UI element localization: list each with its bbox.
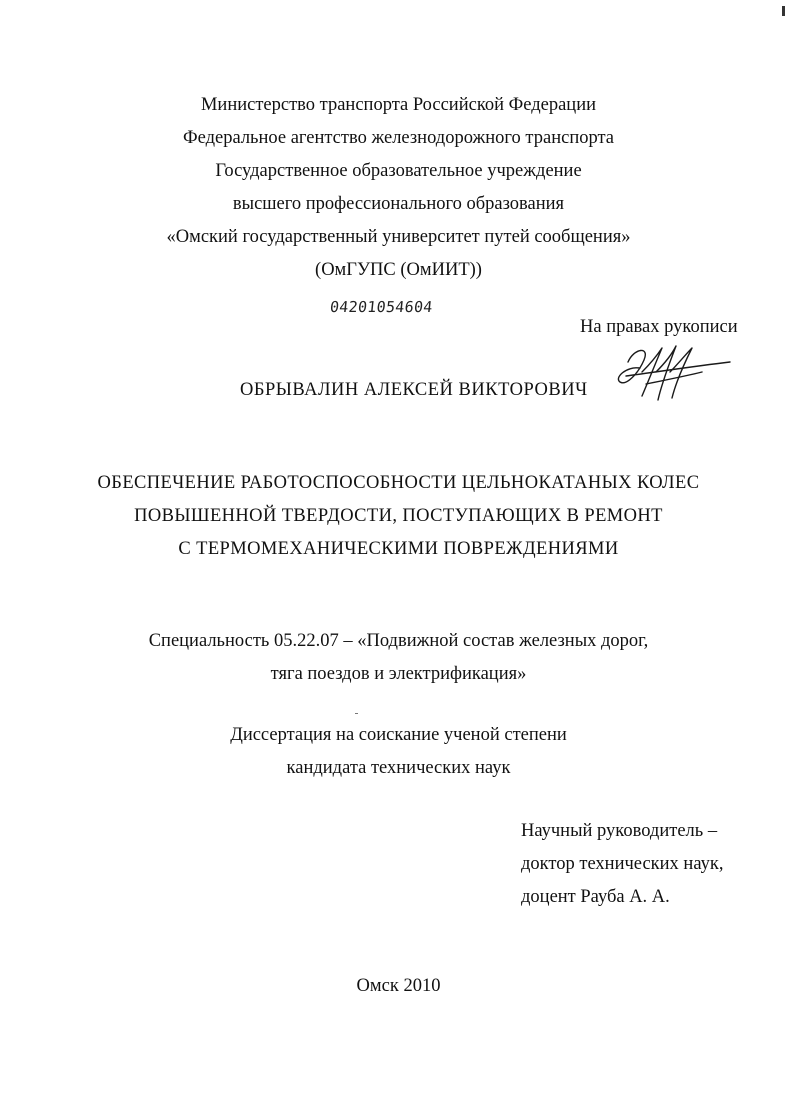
author-name: ОБРЫВАЛИН АЛЕКСЕЙ ВИКТОРОВИЧ — [240, 380, 588, 400]
title-line-1: ОБЕСПЕЧЕНИЕ РАБОТОСПОСОБНОСТИ ЦЕЛЬНОКАТАНЫХ КОЛЕС — [97, 473, 700, 493]
city-year: Омск 2010 — [356, 976, 441, 996]
supervisor-line-2: доктор технических наук, — [521, 854, 724, 874]
title-line-2: ПОВЫШЕННОЙ ТВЕРДОСТИ, ПОСТУПАЮЩИХ В РЕМОНТ — [134, 506, 663, 526]
corner-mark — [782, 6, 785, 16]
education-level-line: высшего профессионального образования — [232, 194, 565, 214]
institution-line: Государственное образовательное учреждение — [215, 161, 582, 181]
dissertation-line-1: Диссертация на соискание ученой степени — [230, 725, 567, 745]
scan-dot — [355, 713, 358, 714]
specialty-line-2: тяга поездов и электрификация» — [270, 664, 527, 684]
abbreviation-line: (ОмГУПС (ОмИИТ)) — [315, 260, 482, 280]
supervisor-line-1: Научный руководитель – — [521, 821, 718, 841]
ministry-line: Министерство транспорта Российской Федерации — [200, 95, 597, 115]
dissertation-line-2: кандидата технических наук — [286, 758, 511, 778]
manuscript-note: На правах рукописи — [580, 317, 738, 337]
supervisor-line-3: доцент Рауба А. А. — [521, 887, 670, 907]
university-line: «Омский государственный университет путей сообщения» — [166, 227, 631, 247]
title-line-3: С ТЕРМОМЕХАНИЧЕСКИМИ ПОВРЕЖДЕНИЯМИ — [178, 539, 619, 559]
agency-line: Федеральное агентство железнодорожного транспорта — [182, 128, 614, 148]
signature-icon — [606, 342, 736, 404]
library-stamp-number: 04201054604 — [329, 298, 434, 316]
specialty-line-1: Специальность 05.22.07 – «Подвижной состав железных дорог, — [148, 631, 649, 651]
